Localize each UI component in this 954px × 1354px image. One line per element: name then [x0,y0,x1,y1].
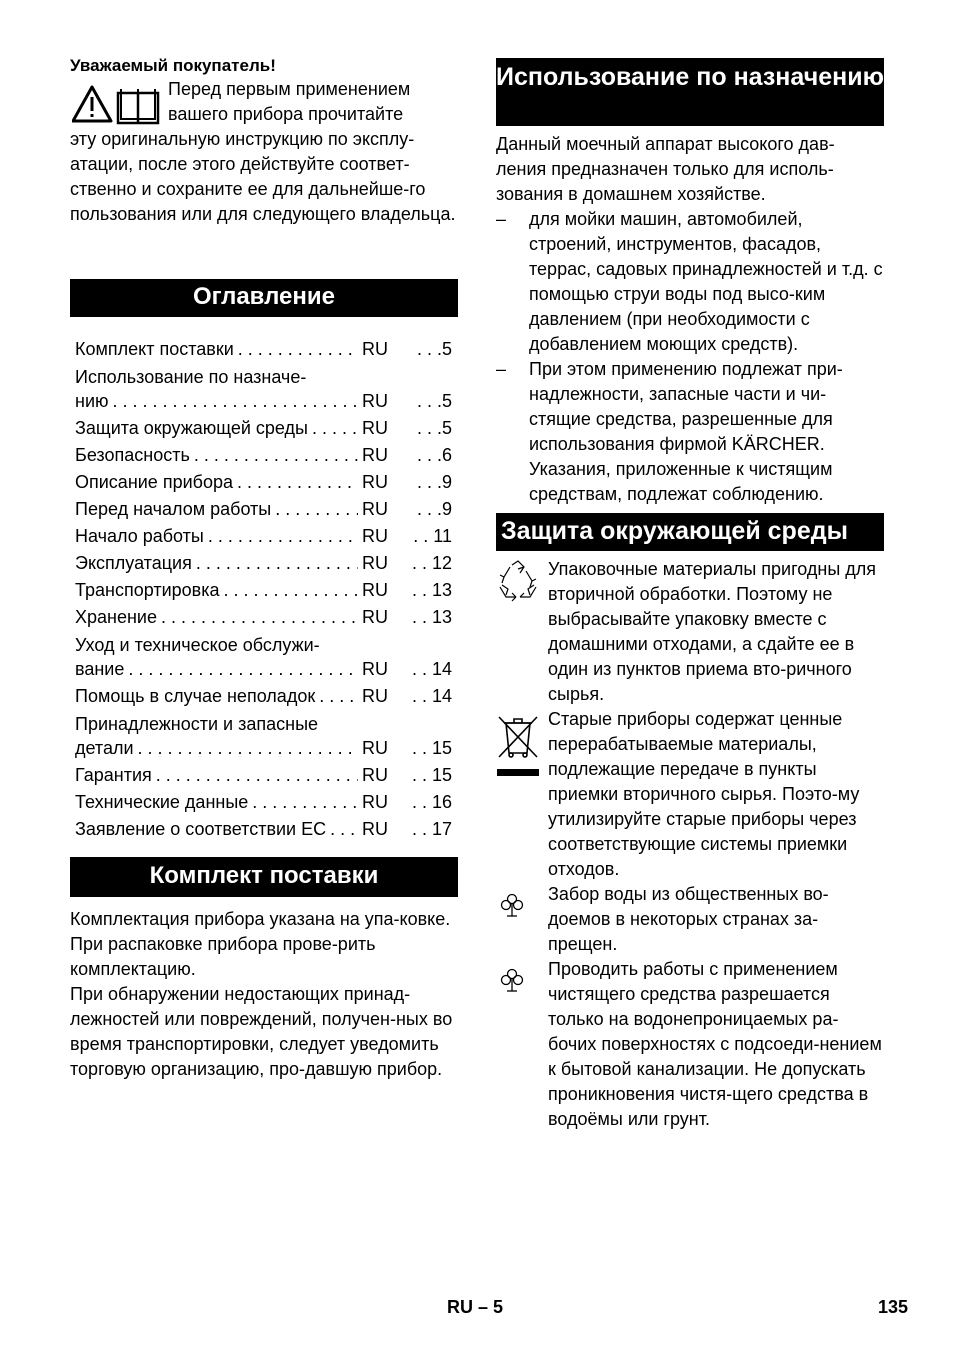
delivery-heading: Комплект поставки [70,857,458,897]
toc-entry[interactable] [70,469,458,496]
intro-first: Перед первым применением вашего прибора прочитайте [168,79,411,124]
toc-entry-lang: RU [362,526,388,546]
toc-entry[interactable] [70,336,458,363]
toc-entry-lang: RU [362,765,388,785]
table-of-contents [70,336,458,843]
warning-manual-icon [72,84,164,126]
toc-entry-page: . . 16 [411,792,452,812]
toc-entry-label: Перед началом работы [75,499,272,519]
toc-entry-page: . . 17 [411,819,452,839]
env-item-water [496,882,884,957]
toc-entry-page: . . 14 [411,659,452,679]
toc-entry-label: нию [75,391,109,411]
bullet-text: При этом применению подлежат при-надлежности, запасные части и чи-стящие средства, разрешенные для использования фирмой KÄRCHER. Указания, приложенные к чистящим средствам, подлежат соблюдению. [529,359,843,504]
toc-entry-label: вание [75,659,125,679]
toc-entry-page: . . 13 [411,580,452,600]
delivery-paragraph-1: Комплектация прибора указана на упа-ковке. При распаковке прибора прове-рить комплектацию. [70,909,451,979]
toc-entry-label: детали [75,738,134,758]
toc-entry-lang: RU [362,418,388,438]
toc-entry-lang: RU [362,819,388,839]
toc-entry[interactable] [70,415,458,442]
toc-entry-lang: RU [362,580,388,600]
env-item-old-devices [496,707,884,882]
greeting: Уважаемый покупатель! [70,56,276,75]
toc-entry-lang: RU [362,499,388,519]
toc-entry-label-line1: Принадлежности и запасные [75,714,319,734]
toc-entry-label: Помощь в случае неполадок [75,686,316,706]
use-bullet-2 [496,357,884,507]
toc-entry-page: . . 15 [411,738,452,758]
toc-entry[interactable] [70,577,458,604]
bullet-dash: – [496,209,507,229]
toc-entry-page: . . 11 [413,526,452,546]
toc-entry-lang: RU [362,553,388,573]
toc-entry[interactable] [70,604,458,631]
env-item-text: Забор воды из общественных во-доемов в некоторых странах за-прещен. [548,884,829,954]
toc-entry-label: Защита окружающей среды [75,418,308,438]
toc-entry-label: Технические данные [75,792,249,812]
toc-entry-page: . . 12 [411,553,452,573]
toc-entry-label-line1: Уход и техническое обслужи- [75,635,320,655]
toc-entry[interactable] [70,762,458,789]
env-item-text: Проводить работы с применением чистящего средства разрешается только на водонепроницаемых ра-бочих поверхностях с подсоеди-нением к бытовой канализации. Не допускать проникновения чистя-щего средства в водоёмы или грунт. [548,959,882,1129]
toc-entry-page: . . .9 [416,499,452,519]
toc-entry-label: Транспортировка [75,580,220,600]
env-item-packaging [496,557,884,707]
toc-entry-page: . . 14 [411,686,452,706]
footer-page-number: 135 [878,1297,909,1317]
footer-section-page: RU – 5 [447,1297,504,1317]
toc-entry-page: . . 15 [411,765,452,785]
env-heading: Защита окружающей среды [496,513,884,551]
toc-entry[interactable] [70,496,458,523]
toc-entry[interactable] [70,388,458,415]
toc-entry-page: . . .5 [416,339,452,359]
toc-entry-lang: RU [362,391,388,411]
toc-entry-label: Хранение [75,607,157,627]
toc-entry-lang: RU [362,686,388,706]
toc-entry-label: Эксплуатация [75,553,192,573]
env-item-text: Старые приборы содержат ценные перерабатываемые материалы, подлежащие передаче в пункты приемки вторичного сырья. Поэто-му утилизируйте старые приборы через соответствующие системы приемки отходов. [548,709,860,879]
toc-entry[interactable] [70,550,458,577]
toc-entry-page: . . 13 [411,607,452,627]
env-item-text: Упаковочные материалы пригодны для вторичной обработки. Поэтому не выбрасывайте упаковку вместе с домашними отходами, а сдайте ее в один из пунктов приема вто-ричного сырья. [548,559,877,704]
recycling-icon [496,559,540,603]
bullet-dash: – [496,359,507,379]
delivery-paragraph-2: При обнаружении недостающих принад-лежностей или повреждений, получен-ных во время транспортировки, следует уведомить торговую организацию, про-давшую прибор. [70,984,453,1079]
toc-entry[interactable] [70,683,458,710]
bullet-text: для мойки машин, автомобилей, строений, инструментов, фасадов, террас, садовых принадлежностей и т.д. с помощью струи воды под высо-ким давлением (при необходимости с добавлением моющих средств). [529,209,883,354]
toc-entry-label-line1: Использование по назначе- [75,367,307,387]
toc-entry-label: Описание прибора [75,472,233,492]
toc-entry-label: Комплект поставки [75,339,234,359]
toc-entry-label: Безопасность [75,445,190,465]
use-bullet-1 [496,207,884,357]
toc-entry-lang: RU [362,792,388,812]
toc-heading: Оглавление [70,279,458,317]
tree-icon [500,892,524,918]
toc-entry-label: Гарантия [75,765,152,785]
toc-entry[interactable] [70,523,458,550]
toc-entry-label: Начало работы [75,526,204,546]
toc-entry-page: . . .9 [416,472,452,492]
crossed-bin-icon [496,713,540,777]
toc-entry[interactable] [70,735,458,762]
toc-entry-lang: RU [362,738,388,758]
toc-entry[interactable] [70,816,458,843]
env-item-detergent [496,957,884,1132]
intro-rest: эту оригинальную инструкцию по эксплу-атации, после этого действуйте соответ-ственно и сохраните ее для дальнейше-го пользования или для следующего владельца. [70,129,456,224]
toc-entry-lang: RU [362,339,388,359]
toc-entry[interactable] [70,656,458,683]
tree-icon [500,967,524,993]
toc-entry-lang: RU [362,607,388,627]
toc-entry-label: Заявление о соответствии ЕС [75,819,327,839]
use-paragraph: Данный моечный аппарат высокого дав-ления предназначен только для исполь-зования в домашнем хозяйстве. [496,134,835,204]
toc-entry-page: . . .6 [416,445,452,465]
toc-entry-page: . . .5 [416,418,452,438]
use-heading: Использование по назначению [496,58,884,126]
toc-entry-lang: RU [362,445,388,465]
toc-entry-page: . . .5 [416,391,452,411]
toc-entry[interactable] [70,789,458,816]
toc-entry-lang: RU [362,472,388,492]
toc-entry[interactable] [70,442,458,469]
toc-entry-lang: RU [362,659,388,679]
